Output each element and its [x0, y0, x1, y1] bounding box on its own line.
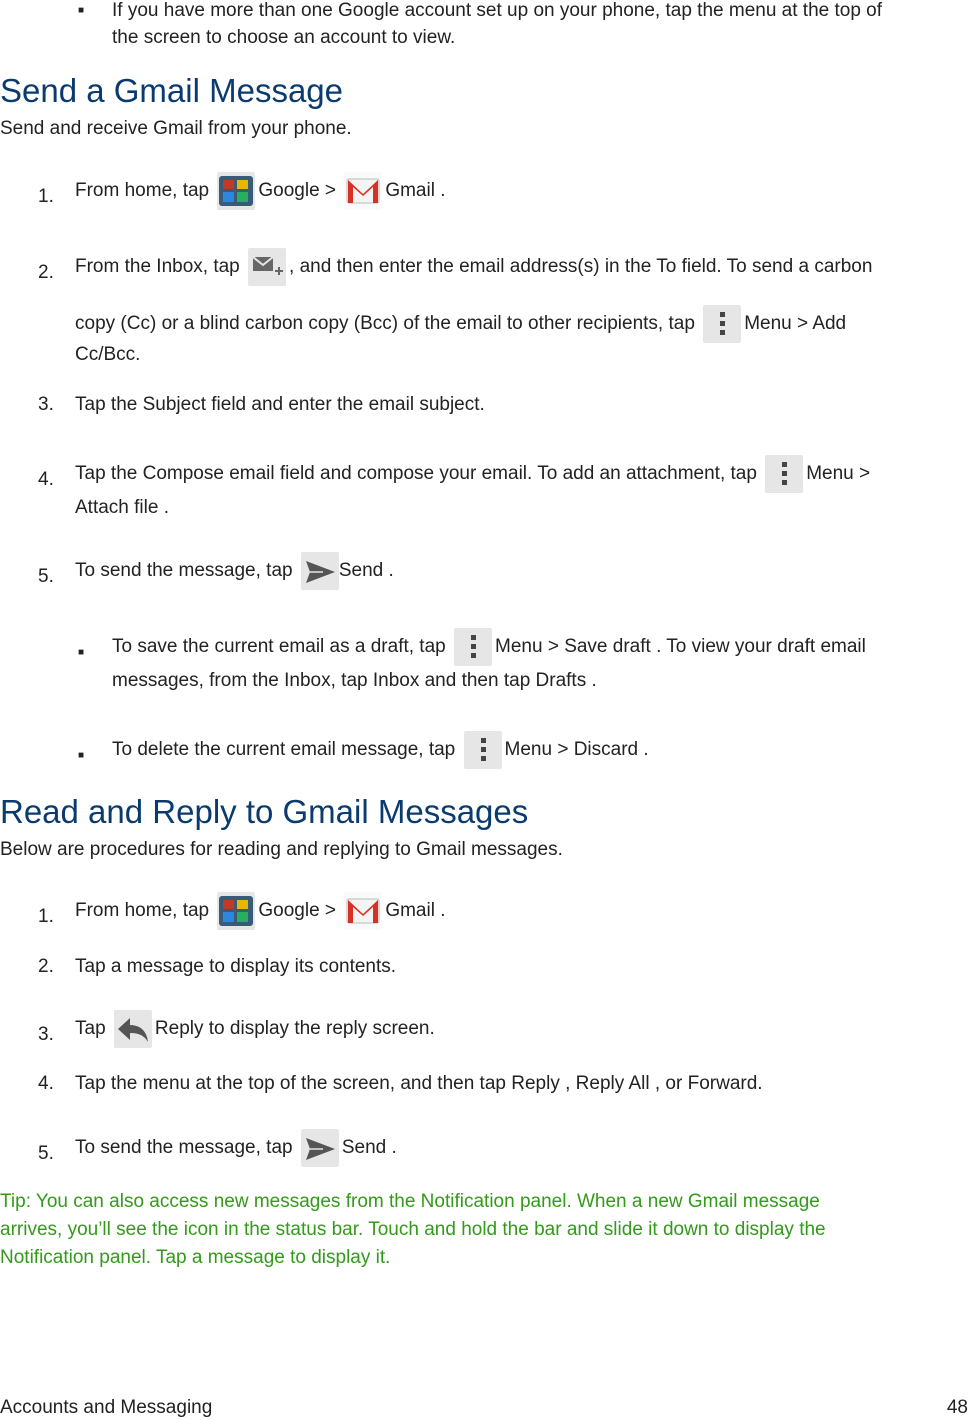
gmail-icon — [344, 892, 382, 930]
read-step-1: From home, tap Google > Gmail . — [75, 892, 446, 930]
menu-icon — [703, 305, 741, 343]
bullet-marker: ■ — [78, 5, 85, 16]
tip-line1: Tip: You can also access new messages from the Notification panel. When a new Gmail message — [0, 1191, 820, 1212]
read-heading: Read and Reply to Gmail Messages — [0, 793, 529, 830]
send-step-5: To send the message, tap Send . — [75, 552, 394, 590]
step-number: 5. — [38, 566, 54, 587]
step-number: 5. — [38, 1143, 54, 1164]
step-number: 4. — [38, 1073, 54, 1094]
footer-section: Accounts and Messaging — [0, 1397, 213, 1418]
read-step-2: Tap a message to display its contents. — [75, 956, 397, 977]
save-draft-bullet-line2: messages, from the Inbox, tap Inbox and then tap Drafts . — [112, 670, 597, 691]
page-number: 48 — [946, 1397, 968, 1418]
gmail-icon — [344, 172, 382, 210]
step-number: 1. — [38, 186, 54, 207]
step-number: 4. — [38, 469, 54, 490]
bullet-marker: ■ — [78, 750, 85, 761]
step-number: 2. — [38, 262, 54, 283]
reply-icon — [114, 1010, 152, 1048]
menu-icon — [454, 628, 492, 666]
tip-line2: arrives, you’ll see the icon in the status bar. Touch and hold the bar and slide it down to display the — [0, 1219, 826, 1240]
read-subtitle: Below are procedures for reading and replying to Gmail messages. — [0, 839, 563, 860]
intro-bullet-line2: the screen to choose an account to view. — [112, 27, 456, 48]
compose-icon — [248, 248, 286, 286]
send-icon — [301, 1129, 339, 1167]
intro-bullet-line1: If you have more than one Google account set up on your phone, tap the menu at the top of — [112, 0, 883, 21]
bullet-marker: ■ — [78, 647, 85, 658]
step-number: 3. — [38, 394, 54, 415]
save-draft-bullet-line1: To save the current email as a draft, tap Menu > Save draft . To view your draft email — [112, 628, 866, 666]
read-step-3: Tap Reply to display the reply screen. — [75, 1010, 435, 1048]
step-number: 1. — [38, 906, 54, 927]
send-step-4-line1: Tap the Compose email field and compose your email. To add an attachment, tap Menu > — [75, 455, 870, 493]
google-folder-icon — [217, 892, 255, 930]
step-number: 2. — [38, 956, 54, 977]
send-subtitle: Send and receive Gmail from your phone. — [0, 118, 352, 139]
menu-icon — [464, 731, 502, 769]
send-icon — [301, 552, 339, 590]
step-number: 3. — [38, 1024, 54, 1045]
send-step-2-line3: Cc/Bcc. — [75, 344, 141, 365]
send-heading: Send a Gmail Message — [0, 72, 344, 109]
send-step-2-line2: copy (Cc) or a blind carbon copy (Bcc) of the email to other recipients, tap Menu > Add — [75, 305, 846, 343]
google-folder-icon — [217, 172, 255, 210]
discard-bullet: To delete the current email message, tap Menu > Discard . — [112, 731, 649, 769]
send-step-2-line1: From the Inbox, tap , and then enter the email address(s) in the To field. To send a carbon — [75, 248, 872, 286]
send-step-3: Tap the Subject field and enter the email subject. — [75, 394, 485, 415]
read-step-4: Tap the menu at the top of the screen, and then tap Reply , Reply All , or Forward. — [75, 1073, 763, 1094]
menu-icon — [765, 455, 803, 493]
send-step-1: From home, tap Google > Gmail . — [75, 172, 446, 210]
tip-line3: Notification panel. Tap a message to display it. — [0, 1247, 391, 1268]
send-step-4-line2: Attach file . — [75, 497, 169, 518]
read-step-5: To send the message, tap Send . — [75, 1129, 397, 1167]
